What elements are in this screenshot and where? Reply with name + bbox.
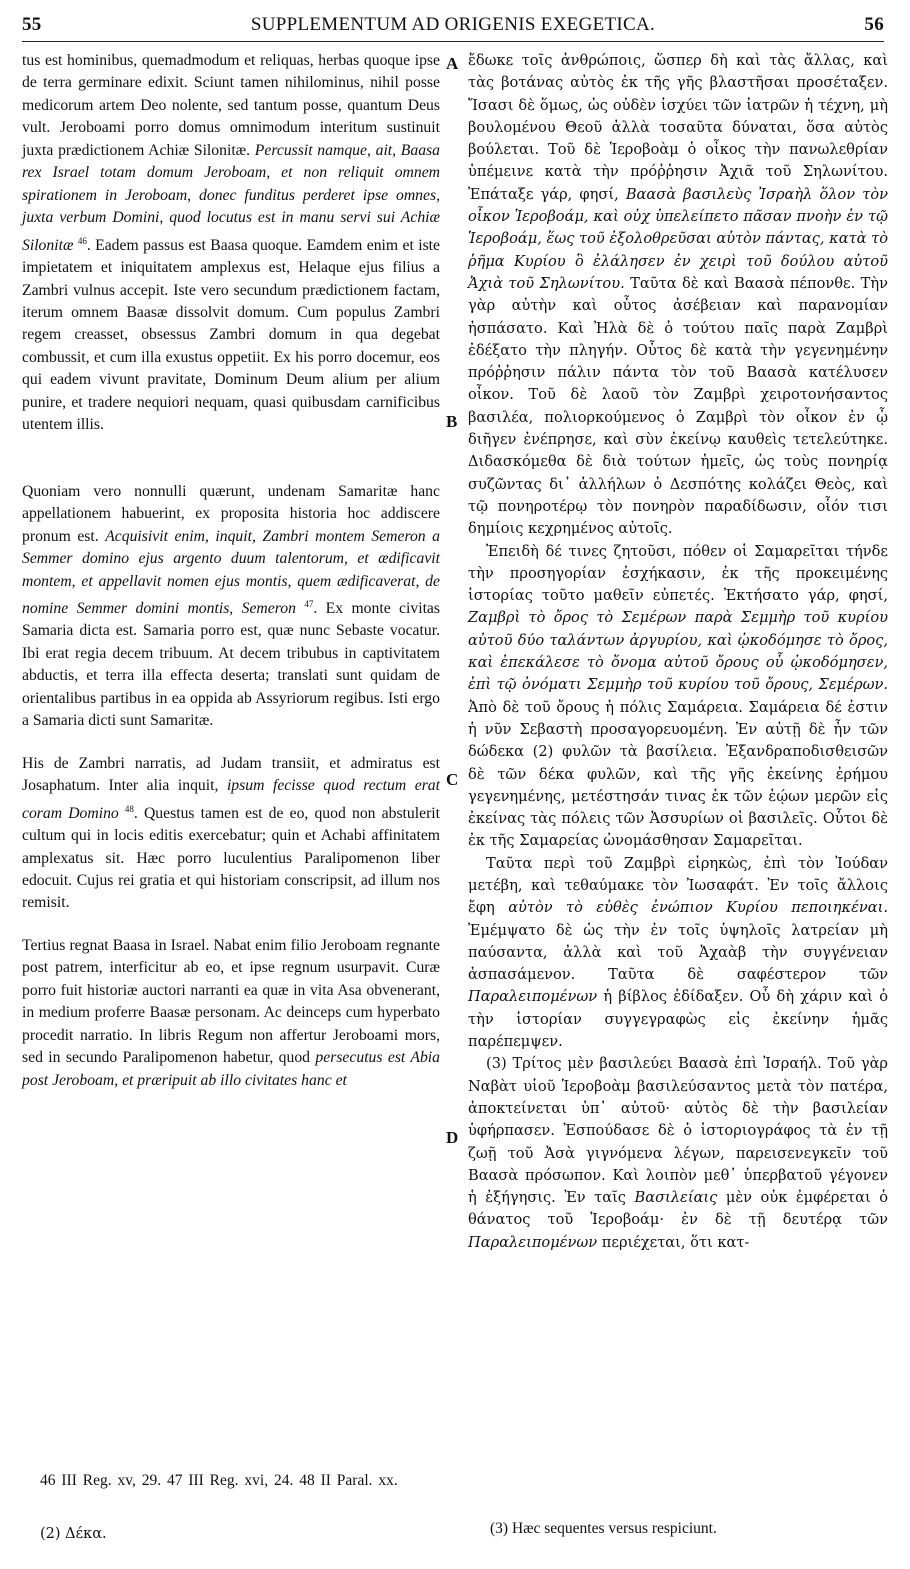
greek-text: περιέχεται, ὅτι κατ- — [601, 1233, 750, 1251]
margin-marker-d: D — [446, 1128, 459, 1147]
running-header — [22, 14, 884, 44]
latin-paragraph-2: Quoniam vero nonnulli quærunt, undenam Samaritæ hanc appellationem habuerint, ex proposita historia hoc addiscere pronum est. Acquisivit enim, inquit, Zambri montem Semeron a Semmer domino ejus argento duum talentorum, et ædificavit montem, et appellavit nomen ejus montis, quem ædificaverat, de nomine Semmer domini montis, Semeron $^{47}$. Ex monte civitas Samaria dicta est. Samaria porro est, quæ nunc Sebaste vocatur. Ibi erat regia decem tribuum. At decem tribubus in captivitatem abductis, et terra illa effecta deserta; translati sunt quidam de orientalibus partibus in ea oppida ab Assyriorum regibus. Isti ergo a Samaria dicti sunt Samaritæ. — [22, 482, 441, 730]
right-page-number: 56 — [864, 14, 884, 35]
latin-quote: Percussit namque, ait, Baasa rex Israel totam domum Jeroboam, et non reliquit omnem spirationem in Jeroboam, donec funditus perderet ipse omnes, juxta verbum Domini, quod locutus est in manu servi sui Achiæ Silonitæ — [22, 141, 441, 254]
greek-paragraph-4 — [468, 1053, 888, 1254]
latin-paragraph-4 — [22, 935, 440, 1092]
greek-text: μὲν οὐκ ἐμφέρεται ὁ θάνατος τοῦ Ἱεροβοάμ· ἐν δὲ τῇ δευτέρᾳ τῶν — [468, 1189, 889, 1229]
greek-paragraph-3 — [468, 853, 888, 1054]
greek-text: Ἐκτήσατο γάρ, φησί, — [723, 587, 888, 605]
latin-paragraph-1: tus est hominibus, quemadmodum et reliquas, herbas quoque ipse de terra germinare edixit. Sciunt tamen nihilominus, nihil posse medicorum artem Deo nolente, sed tantum posse, quantum Deus vult. Jeroboami porro domus omnimodum interitum sustinuit juxta prædictionem Achiæ Silonitæ. Percussit namque, ait, Baasa rex Israel totam domum Jeroboam, et non reliquit omnem spirationem in Jeroboam, donec funditus perderet ipse omnes, juxta verbum Domini, quod locutus est in manu servi sui Achiæ Silonitæ $^{46}$. Eadem passus est Baasa quoque. Eamdem enim et iste impietatem et iniquitatem amplexus est, Helaque ejus filius a Zambri vulnus accepit. Iste vero secundum prædictionem factam, iterum omnem Baasæ dissolvit domum. Cum populus Zambri regem creasset, obsessus Zambri domum in qua degebat combussit, et cum illa exustus oppetiit. Ex his porro docemur, eos qui eadem vivunt pravitate, Dominum Deum alium per alium punire, et tradere nequiori nequam, quasi quibusdam carnificibus utentem illis. — [22, 52, 441, 434]
margin-marker-b: B — [446, 412, 458, 431]
left-page-number: 55 — [22, 14, 42, 35]
page-title: SUPPLEMENTUM AD ORIGENIS EXEGETICA. — [250, 14, 656, 35]
latin-quote: Acquisivit enim, inquit, Zambri montem Semeron a Semmer domino ejus argento duum talentorum, et ædificavit montem, et appellavit nomen ejus montis, quem ædificaverat, de nomine Semmer domini montis, Semeron — [22, 527, 441, 617]
margin-marker-a: A — [446, 54, 459, 73]
latin-paragraph-3: His de Zambri narratis, ad Judam transiit, et admiratus est Josaphatum. Inter alia inquit, ipsum fecisse quod rectum erat coram Domino $^{48}$. Questus tamen est de eo, quod non abstulerit cultum qui in locis editis exercebatur; quin et Achabi affinitatem amplexatus sit. Hæc porro luculentius Paralipomenon liber edocuit. Cujus rei gratia et qui historiam conscripsit, ad illum nos remisit. — [22, 754, 441, 912]
margin-marker-c: C — [446, 770, 459, 789]
header-rule — [22, 41, 884, 42]
greek-book-title: Βασιλείαις — [634, 1189, 718, 1207]
latin-quote: ipsum fecisse quod rectum erat coram Domino — [22, 777, 441, 822]
latin-column — [22, 50, 440, 1092]
greek-text: ἔδωκε τοῖς ἀνθρώποις, ὥσπερ δὴ καὶ τὰς ἄλλας, καὶ τὰς βοτάνας αὐτὸς ἐκ τῆς γῆς βλαστῆσαι προσέταξεν. Ἴσασι δὲ ὅμως, ὡς οὐδὲν ἰσχύει τῶν ἰατρῶν ἡ τέχνη, μὴ βουλομένου Θεοῦ ἀλλὰ τοσαῦτα δύναται, ὅσα αὐτὸς βούλεται. Τοῦ δὲ Ἱεροβοὰμ ὁ οἶκος τὴν πανωλεθρίαν ὑπέμεινε κατὰ τὴν πρόῤῥησιν Ἀχιᾶ τοῦ Σηλωνίτου. — [468, 52, 888, 181]
latin-text: Quoniam vero nonnulli quærunt, undenam Samaritæ hanc appellationem habuerint, ex proposita historia hoc addiscere pronum est. — [22, 482, 440, 545]
greek-text: φυλῶν τὰ βασίλεια. Ἐξανδραποδισθεισῶν δὲ τῶν δέκα φυλῶν, καὶ τῆς γῆς ἐκείνης ἐρήμου γεγενημένης, μετέστησάν τινας ἐκ τῶν ἑῴων μερῶν εἰς ἐκείνας τὰς πόλεις τῶν Ἀσσυρίων οἱ βασιλεῖς. Οὗτοι δὲ ἐκ τῆς Σαμαρείας ὠνομάσθησαν Σαμαρεῖται. — [468, 743, 889, 850]
greek-paragraph-1 — [468, 50, 888, 541]
greek-text: Ἀπὸ δὲ τοῦ ὄρους ἡ πόλις Σαμάρεια. Σαμάρεια δέ ἐστιν ἡ νῦν Σεβαστὴ προσαγορευομένη. Ἐν αὐτῇ δὲ ἦν τῶν δώδεκα — [468, 698, 888, 761]
latin-text: Questus tamen est de eo, quod non abstulerit cultum qui in locis editis exercebatur; quin et Achabi affinitatem amplexatus sit. Hæc porro luculentius Paralipomenon liber edocuit. Cujus rei gratia et qui historiam conscripsit, ad illum nos remisit. — [22, 804, 441, 912]
greek-text: Ταῦτα δὲ καὶ Βαασὰ πέπονθε. Τὴν γὰρ αὐτὴν καὶ οὗτος ἀσέβειαν καὶ παρανομίαν ἠσπάσατο. Καὶ Ἠλὰ δὲ ὁ τούτου παῖς παρὰ Ζαμβρὶ ἐδέξατο τὴν πληγήν. Οὗτος δὲ κατὰ τὴν γεγενημένην πρόῤῥησιν πάλιν πάντα τὸν τοῦ Βαασὰ κατέλυσεν οἶκον. Τοῦ δὲ λαοῦ τὸν Ζαμβρὶ χειροτονήσαντος βασιλέα, πολιορκούμενος ὁ Ζαμβρὶ τὸν οἶκον ἐν ᾧ διῆγεν ἐνέπρησε, καὶ σὺν ἐκείνῳ καυθεὶς τετελεύτηκε. Διδασκόμεθα δὲ διὰ τούτων ἡμεῖς, ὡς τοὺς πονηρίᾳ συζῶντας δι᾽ ἀλλήλων ὁ Δεσπότης κολάζει Θεὸς, καὶ τῷ πονηροτέρῳ τὸν πονηρὸν παραδίδωσιν, οἷόν τισι δημίοις κεχρημένος αὐτοῖς. — [468, 274, 889, 538]
footnote-left: (2) Δέκα. — [40, 1526, 107, 1542]
greek-paragraph-2 — [468, 541, 888, 853]
greek-book-title: Παραλειπομένων — [468, 988, 598, 1006]
greek-quote: Ζαμβρὶ τὸ ὄρος τὸ Σεμέρων παρὰ Σεμμὴρ τοῦ κυρίου αὐτοῦ δύο ταλάντων ἀργυρίου, καὶ ᾠκοδόμησε τὸ ὄρος, καὶ ἐπεκάλεσε τὸ ὄνομα αὐτοῦ ὄρους οὗ ᾠκοδόμησεν, ἐπὶ τῷ ὀνόματι Σεμμὴρ τοῦ κυρίου τοῦ ὄρους, Σεμέρων. — [468, 609, 888, 694]
greek-book-title: Παραλειπομένων — [468, 1233, 598, 1251]
latin-text: Ex monte civitas Samaria dicta est. Samaria porro est, quæ nunc Sebaste vocatur. Ibi erat regia decem tribuum. At decem tribubus in captivitatem abductis, et terra illa effecta deserta; translati sunt quidam de orientalibus partibus in ea oppida ab Assyriorum regibus. Isti ergo a Samaria dicti sunt Samaritæ. — [22, 599, 440, 730]
footnote-right: (3) Hæc sequentes versus respiciunt. — [490, 1520, 717, 1537]
greek-text: Τρίτος μὲν βασιλεύει Βαασὰ ἐπὶ Ἰσραήλ. Τοῦ γὰρ Ναβὰτ υἱοῦ Ἱεροβοὰμ βασιλεύσαντος μετὰ τὸν πατέρα, ἀποκτείνεται ὑπ᾽ αὐτοῦ· αὐτὸς δὲ τὴν βασιλείαν ὑφήρπασεν. Ἐσπούδασε δὲ ὁ ἱστοριογράφος τὰ ἐν τῇ ζωῇ τοῦ Ἀσὰ γιγνόμενα λέγων, παρεισενεγκεῖν τοῦ Βαασὰ πρόσωπον. Καὶ λοιπὸν μεθ᾽ ὑπερβατοῦ γέγονεν ἡ ἐξήγησις. Ἐν ταῖς — [468, 1055, 889, 1207]
latin-text: tus est hominibus, quemadmodum et reliquas, herbas quoque ipse de terra germinare edixit. Sciunt tamen nihilominus, nihil posse medicorum artem Deo nolente, sed tantum posse, quantum Deus vult. Jeroboami porro domus omnimodum interitum sustinuit juxta prædictionem Achiæ Silonitæ. — [22, 52, 440, 159]
greek-text: Ταῦτα περὶ τοῦ Ζαμβρὶ εἰρηκὼς, ἐπὶ τὸν Ἰούδαν μετέβη, καὶ τεθαύμακε τὸν Ἰωσαφάτ. Ἐν τοῖς ἄλλοις ἔφη — [468, 854, 888, 917]
latin-quote: persecutus est Abia post Jeroboam, et præripuit ab illo civitates hanc et — [22, 1049, 441, 1089]
latin-text: Tertius regnat Baasa in Israel. Nabat enim filio Jeroboam regnante post patrem, interficitur ab eo, et ipse regnum usurpavit. Curæ porro fuit historiæ auctori narranti ea quæ in vita Asa obvenerant, in medium proferre Baasæ personam. Ac deinceps cum hyperbato procedit narratio. In libris Regum non affertur Jeroboami mors, sed in secundo Paralipomenon habetur, quod — [22, 936, 440, 1067]
note-ref: 47 — [304, 598, 314, 609]
latin-footnote-refs: 46 III Reg. xv, 29. 47 III Reg. xvi, 24. 48 II Paral. xx. — [40, 1472, 398, 1489]
greek-text: Ἐμέμψατο δὲ ὡς τὴν ἐν τοῖς ὑψηλοῖς λατρείαν μὴ παύσαντα, ἀλλὰ καὶ τοῦ Ἀχαὰβ τὴν συγγένειαν ἀσπασάμενον. Ταῦτα δὲ σαφέστερον τῶν — [468, 921, 888, 984]
latin-text: Eadem passus est Baasa quoque. Eamdem enim et iste impietatem et iniquitatem amplexus est, Helaque ejus filius a Zambri vulnus accepit. Iste vero secundum prædictionem factam, iterum omnem Baasæ dissolvit domum. Cum populus Zambri regem creasset, obsessus Zambri domum in qua degebat combussit, et cum illa exustus oppetiit. Ex his porro docemur, eos qui eadem vivunt pravitate, Dominum Deum alium per alium punire, et tradere nequiori nequam, quasi quibusdam carnificibus utentem illis. — [22, 236, 440, 434]
greek-text: Ἐπάταξε γάρ, φησί, — [468, 185, 619, 203]
note-ref: 48 — [124, 803, 134, 814]
greek-quote: Βαασὰ βασιλεὺς Ἰσραὴλ ὅλον τὸν οἶκον Ἱεροβοάμ, καὶ οὐχ ὑπελείπετο πᾶσαν πνοὴν ἐν τῷ Ἱεροβοάμ, ἕως τοῦ ἐξολοθρεῦσαι αὐτὸν πάντας, κατὰ τὸ ῥῆμα Κυρίου ὃ ἐλάλησεν ἐν χειρὶ τοῦ δούλου αὐτοῦ Ἀχιὰ τοῦ Σηλωνίτου. — [468, 185, 889, 292]
greek-text: Ἐπειδὴ δέ τινες ζητοῦσι, πόθεν οἱ Σαμαρεῖται τήνδε τὴν προσηγορίαν ἐσχήκασιν, ἐκ τῆς προκειμένης ἱστορίας τοῦτο μαθεῖν εὐπετές. — [468, 542, 888, 605]
latin-text: His de Zambri narratis, ad Judam transiit, et admiratus est Josaphatum. Inter alia inquit, — [22, 754, 440, 795]
greek-quote: αὐτὸν τὸ εὐθὲς ἐνώπιον Κυρίου πεποιηκέναι. — [508, 899, 888, 917]
note-ref: (2) — [532, 743, 554, 761]
note-ref: 46 — [77, 235, 87, 246]
greek-text: ἡ βίβλος ἐδίδαξεν. Οὗ δὴ χάριν καὶ ὁ τὴν ἱστορίαν συγγεγραφὼς εἰς ἐκείνην ἡμᾶς παρέπεμψεν. — [468, 988, 888, 1051]
note-ref: (3) — [486, 1055, 507, 1073]
greek-column — [468, 50, 888, 1254]
